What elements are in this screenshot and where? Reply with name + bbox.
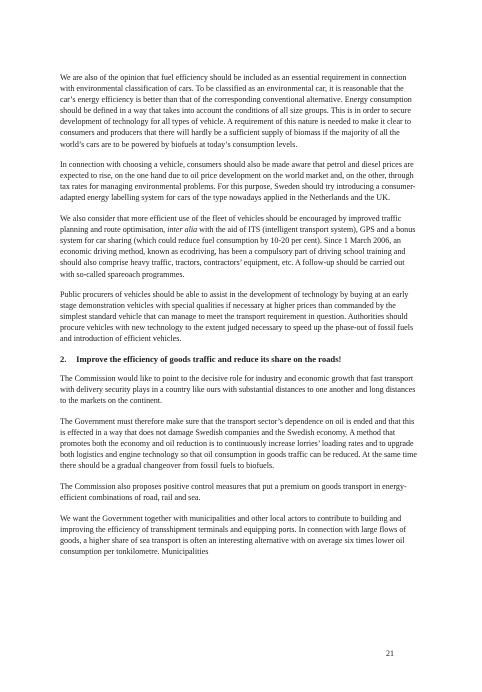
fleet-text-italic: inter alia	[167, 225, 198, 235]
section-number: 2.	[60, 354, 67, 365]
page-body	[60, 72, 418, 566]
page-number: 21	[386, 649, 394, 658]
paragraph-control-measures: The Commission also proposes positive control measures that put a premium on goods transport in energy-efficient combinations of road, rail and sea.	[60, 481, 407, 502]
fleet-text-before: We also consider that more efficient use of the fleet of vehicles should be encouraged by improved traffic planning and route optimisation,	[60, 214, 402, 235]
paragraph-fuel-efficiency: We are also of the opinion that fuel efficiency should be included as an essential requirement in connection with environmental classification of cars. To be classified as an environmental car, it is reasonable that the car’s energy efficiency is better than that of the corresponding conventional alternative. Energy consumption should be defined in a way that takes into account the conditions of all size groups. This is in order to secure development of technology for all types of vehicle. A requirement of this nature is needed to make it clear to consumers and producers that there will hardly be a sufficient supply of biomass if the majority of all the world’s cars are to be powered by biofuels at today’s consumption levels.	[60, 73, 412, 149]
paragraph-public-procurers: Public procurers of vehicles should be able to assist in the development of technology by buying at an early stage demonstration vehicles with special qualities if necessary at higher prices than commanded by the simplest standard vehicle that can manage to meet the transport requirement in question. Authorities should procure vehicles with new technology to the extent judged necessary to speed up the phase-out of fossil fuels and introduction of efficient vehicles.	[60, 290, 414, 344]
paragraph-fleet-efficiency	[60, 213, 418, 280]
section-heading	[60, 354, 418, 365]
paragraph-consumer-awareness: In connection with choosing a vehicle, consumers should also be made aware that petrol and diesel prices are expected to rise, on the one hand due to oil price development on the world market and, on the other, through tax rates for managing environmental problems. For this purpose, Sweden should try introducing a consumer-adapted energy labelling system for cars of the type nowadays applied in the Netherlands and the UK.	[60, 160, 416, 203]
fleet-text-after: with the aid of ITS (intelligent transport system), GPS and a bonus system for car sharing (which could reduce fuel consumption by 10-20 per cent). Since 1 March 2006, an economic driving method, known as ecodriving, has been a compulsory part of driving school training and should also comprise heavy traffic, tractors, contractors’ equipment, etc. A follow-up should be carried out with so-called spareoach programmes.	[60, 225, 416, 279]
paragraph-terminals-ports: We want the Government together with municipalities and other local actors to contribute to building and improving the efficiency of transshipment terminals and equipping ports. In connection with large flows of goods, a higher share of sea transport is often an interesting alternative with on average six times lower oil consumption per tonkilometre. Municipalities	[60, 513, 407, 556]
paragraph-government-oil: The Government must therefore make sure that the transport sector’s dependence on oil is ended and that this is effected in a way that does not damage Swedish companies and the Swedish economy. A method that promotes both the economy and oil reduction is to continuously increase lorries’ loading rates and to upgrade both logistics and engine technology so that oil consumption in goods traffic can be reduced. At the same time there should be a gradual changeover from fossil fuels to biofuels.	[60, 416, 418, 471]
section-title: Improve the efficiency of goods traffic and reduce its share on the roads!	[76, 354, 342, 365]
paragraph-commission-role: The Commission would like to point to the decisive role for industry and economic growth that fast transport with delivery security plays in a country like ours with substantial distances to one another and long distances to the markets on the continent.	[60, 374, 416, 406]
